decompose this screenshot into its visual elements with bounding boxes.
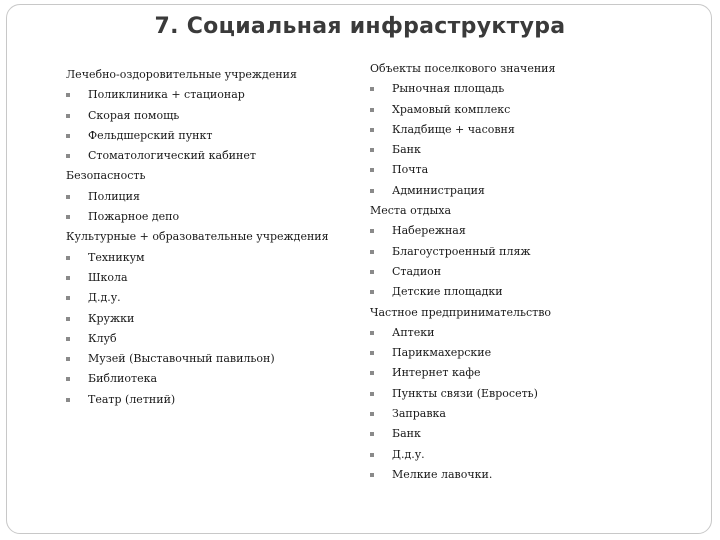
list-item: Кружки <box>66 309 329 329</box>
list-item: Заправка <box>370 404 555 424</box>
bullet-icon <box>66 296 70 300</box>
bullet-icon <box>370 331 374 335</box>
list-item: Рыночная площадь <box>370 79 555 99</box>
bullet-icon <box>370 250 374 254</box>
list-item: Кладбище + часовня <box>370 120 555 140</box>
list-item: Парикмахерские <box>370 343 555 363</box>
section-heading: Места отдыха <box>370 204 452 218</box>
list-item: Клуб <box>66 329 329 349</box>
bullet-icon <box>66 357 70 361</box>
list-item: Администрация <box>370 181 555 201</box>
list-item: Благоустроенный пляж <box>370 242 555 262</box>
list-item: Пункты связи (Евросеть) <box>370 384 555 404</box>
list-item: Почта <box>370 160 555 180</box>
list-item: Библиотека <box>66 369 329 389</box>
bullet-icon <box>66 276 70 280</box>
bullet-icon <box>66 93 70 97</box>
list-item: Техникум <box>66 248 329 268</box>
bullet-icon <box>66 134 70 138</box>
list-item: Стоматологический кабинет <box>66 146 329 166</box>
list-item: Поликлиника + стационар <box>66 85 329 105</box>
bullet-icon <box>370 148 374 152</box>
list-item: Д.д.у. <box>370 445 555 465</box>
bullet-icon <box>66 256 70 260</box>
bullet-icon <box>66 398 70 402</box>
bullet-icon <box>370 412 374 416</box>
list-item: Храмовый комплекс <box>370 100 555 120</box>
list-item: Банк <box>370 140 555 160</box>
bullet-icon <box>66 377 70 381</box>
bullet-icon <box>370 290 374 294</box>
list-item: Театр (летний) <box>66 390 329 410</box>
list-item: Интернет кафе <box>370 363 555 383</box>
bullet-icon <box>370 473 374 477</box>
bullet-icon <box>370 189 374 193</box>
bullet-icon <box>370 392 374 396</box>
right-column <box>370 59 555 485</box>
bullet-icon <box>370 168 374 172</box>
bullet-icon <box>370 351 374 355</box>
bullet-icon <box>66 114 70 118</box>
bullet-icon <box>370 371 374 375</box>
list-item: Школа <box>66 268 329 288</box>
list-item: Аптеки <box>370 323 555 343</box>
bullet-icon <box>370 270 374 274</box>
bullet-icon <box>370 108 374 112</box>
bullet-icon <box>370 432 374 436</box>
slide-title: 7. Социальная инфраструктура <box>154 14 566 39</box>
list-item: Фельдшерский пункт <box>66 126 329 146</box>
list-item: Мелкие лавочки. <box>370 465 555 485</box>
bullet-icon <box>66 337 70 341</box>
bullet-icon <box>66 195 70 199</box>
bullet-icon <box>66 317 70 321</box>
section-heading: Лечебно-оздоровительные учреждения <box>66 68 297 81</box>
section-heading: Объекты поселкового значения <box>370 62 556 75</box>
section-heading: Безопасность <box>66 169 146 183</box>
list-item: Скорая помощь <box>66 106 329 126</box>
list-item: Пожарное депо <box>66 207 329 227</box>
list-item: Набережная <box>370 221 555 241</box>
bullet-icon <box>66 154 70 158</box>
bullet-icon <box>370 87 374 91</box>
list-item: Стадион <box>370 262 555 282</box>
list-item: Музей (Выставочный павильон) <box>66 349 329 369</box>
bullet-icon <box>370 128 374 132</box>
bullet-icon <box>66 215 70 219</box>
section-heading: Культурные + образовательные учреждения <box>66 230 329 244</box>
bullet-icon <box>370 229 374 233</box>
section-heading: Частное предпринимательство <box>370 305 552 319</box>
list-item: Полиция <box>66 187 329 207</box>
bullet-icon <box>370 453 374 457</box>
list-item: Д.д.у. <box>66 288 329 308</box>
left-column <box>66 65 329 410</box>
list-item: Банк <box>370 424 555 444</box>
list-item: Детские площадки <box>370 282 555 302</box>
